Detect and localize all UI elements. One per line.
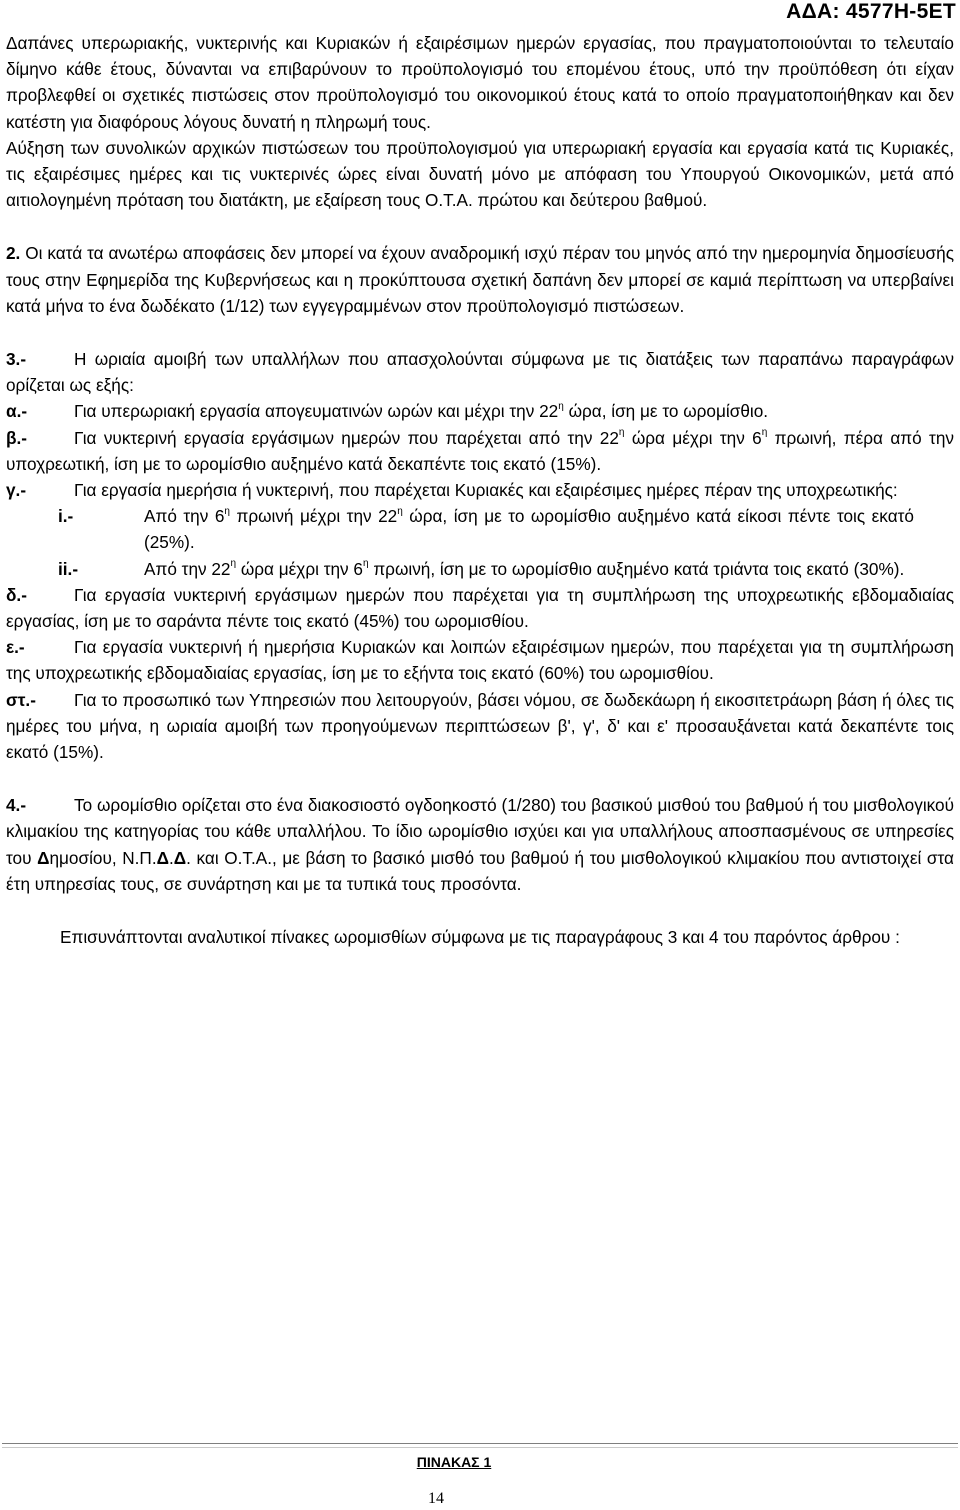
- section-2: [6, 240, 954, 319]
- superscript: η: [618, 426, 625, 438]
- item-beta-text-mid: ώρα μέχρι την 6: [624, 427, 762, 448]
- item-gamma: [6, 477, 954, 503]
- item-alpha-key: α.-: [6, 401, 28, 422]
- item-delta: [6, 582, 954, 634]
- ada-code: ΑΔΑ: 4577Η-5ΕΤ: [786, 0, 956, 23]
- item-gamma-ii: [6, 556, 954, 582]
- section-4-bold-delta-2: Δ: [156, 847, 169, 868]
- item-gamma-i: [6, 503, 954, 555]
- item-gamma-ii-text-mid: ώρα μέχρι την 6: [236, 558, 363, 579]
- intro-paragraph-2: Αύξηση των συνολικών αρχικών πιστώσεων του προϋπολογισμού για υπερωριακή εργασία και εργασία κατά τις Κυριακές, τις εξαιρέσιμες ημέρες και τις νυκτερινές ώρες είναι δυνατή μόνο με απόφαση του Υπουργού Οικονομικών, μετά από αιτιολογημένη πρόταση του διατάκτη, με εξαίρεση τους Ο.Τ.Α. πρώτου και δεύτερου βαθμού.: [6, 137, 954, 211]
- item-epsilon-key: ε.-: [6, 637, 25, 658]
- item-gamma-ii-text-end: πρωινή, ίση με το ωρομίσθιο αυξημένο κατά τριάντα τοις εκατό (30%).: [368, 558, 905, 579]
- item-stigma-text: Για το προσωπικό των Υπηρεσιών που λειτουργούν, βάσει νόμου, σε δωδεκάωρη ή εικοσιτετράωρη βάση ή όλες τις ημέρες του μήνα, η ωριαία αμοιβή των προηγούμενων περιπτώσεων β', γ', δ' και ε' προσαυξάνεται κατά δεκαπέντε τοις εκατό (15%).: [6, 689, 954, 763]
- item-gamma-i-text-mid: πρωινή μέχρι την 22: [229, 506, 398, 527]
- intro-paragraph-1: Δαπάνες υπερωριακής, νυκτερινής και Κυριακών ή εξαιρέσιμων ημερών εργασίας, που πραγματοποιούνται το τελευταίο δίμηνο κάθε έτους, δύνανται να επιβαρύνουν το προϋπολογισμό του επομένου έτους, υπό την προϋπόθεση ότι είχαν προβλεφθεί οι σχετικές πιστώσεις στον προϋπολογισμό του οικονομικού έτους κατά το οποίο πραγματοποιήθηκαν και δεν κατέστη για διαφόρους λόγους δυνατή η πληρωμή τους.: [6, 33, 954, 132]
- section-3-intro-text: Η ωριαία αμοιβή των υπαλλήλων που απασχολούνται σύμφωνα με τις διατάξεις των παραπάνω παραγράφων ορίζεται ως εξής:: [6, 349, 954, 396]
- superscript: η: [761, 426, 768, 438]
- superscript: η: [397, 505, 403, 517]
- item-delta-key: δ.-: [6, 584, 27, 605]
- superscript: η: [362, 557, 369, 569]
- section-3-intro: [6, 346, 954, 398]
- item-gamma-ii-text: Από την 22: [144, 558, 231, 579]
- item-alpha-text-end: ώρα, ίση με το ωρομίσθιο.: [563, 401, 769, 422]
- item-gamma-key: γ.-: [6, 480, 27, 501]
- item-epsilon: [6, 634, 954, 686]
- section-4-text: Το ωρομίσθιο ορίζεται στο ένα διακοσιοστό ογδοηκοστό (1/280) του βασικού μισθού του βαθμού ή του μισθολογικού κλιμακίου της κατηγορίας του κάθε υπαλλήλου. Το ίδιο ωρομίσθιο ισχύει και για υπαλλήλους αποσπασμένους σε υπηρεσίες του: [6, 795, 954, 868]
- item-gamma-text: Για εργασία ημερήσια ή νυκτερινή, που παρέχεται Κυριακές και εξαιρέσιμες ημέρες πέραν της υποχρεωτικής:: [74, 480, 898, 501]
- item-gamma-i-key: i.-: [58, 506, 74, 527]
- section-4-text-2: ημοσίου, Ν.Π.: [49, 847, 157, 868]
- superscript: η: [224, 505, 230, 517]
- section-4-number: 4.-: [6, 795, 27, 816]
- table-title: ΠΙΝΑΚΑΣ 1: [416, 1454, 492, 1470]
- section-2-number: 2.: [6, 243, 21, 264]
- superscript: η: [230, 557, 237, 569]
- closing-paragraph: Επισυνάπτονται αναλυτικοί πίνακες ωρομισθίων σύμφωνα με τις παραγράφους 3 και 4 του παρόντος άρθρου :: [60, 927, 900, 948]
- item-stigma: [6, 687, 954, 766]
- item-beta-text: Για νυκτερινή εργασία εργάσιμων ημερών που παρέχεται από την 22: [74, 427, 619, 448]
- item-alpha: [6, 398, 954, 424]
- item-gamma-ii-key: ii.-: [58, 558, 79, 579]
- page-number: 14: [428, 1490, 444, 1507]
- item-alpha-text: Για υπερωριακή εργασία απογευματινών ωρών και μέχρι την 22: [74, 401, 559, 422]
- section-4-bold-delta-3: Δ: [173, 847, 187, 868]
- section-4-bold-delta: Δ: [37, 847, 50, 868]
- item-gamma-i-text-end: ώρα, ίση με το ωρομίσθιο αυξημένο κατά είκοσι πέντε τοις εκατό (25%).: [144, 506, 914, 553]
- section-4: [6, 792, 954, 897]
- item-gamma-i-text: Από την 6: [144, 506, 225, 527]
- item-beta: [6, 425, 954, 477]
- item-epsilon-text: Για εργασία νυκτερινή ή ημερήσια Κυριακών και λοιπών εξαιρέσιμων ημερών, που παρέχεται για τη συμπλήρωση της υποχρεωτικής εβδομαδιαίας εργασίας, ίση με το εξήντα τοις εκατό (60%) του ωρομισθίου.: [6, 637, 954, 684]
- item-beta-key: β.-: [6, 427, 27, 448]
- section-3-number: 3.-: [6, 349, 27, 370]
- item-beta-text-end: πρωινή, πέρα από την υποχρεωτική, ίση με το ωρομίσθιο αυξημένο κατά δεκαπέντε τοις εκατό (15%).: [6, 427, 954, 474]
- document-body: [6, 30, 954, 950]
- section-2-text: Οι κατά τα ανωτέρω αποφάσεις δεν μπορεί να έχουν αναδρομική ισχύ πέραν του μηνός από την ημερομηνία δημοσίευσής τους στην Εφημερίδα της Κυβερνήσεως και η προκύπτουσα σχετική δαπάνη δεν μπορεί σε καμιά περίπτωση να υπερβαίνει κατά μήνα το ένα δωδέκατο (1/12) των εγγεγραμμένων στον προϋπολογισμό πιστώσεων.: [6, 243, 954, 316]
- superscript: η: [558, 400, 564, 412]
- item-stigma-key: στ.-: [6, 689, 36, 710]
- divider: [2, 1443, 958, 1444]
- item-delta-text: Για εργασία νυκτερινή εργάσιμων ημερών που παρέχεται για τη συμπλήρωση της υποχρεωτικής εβδομαδιαίας εργασίας, ίση με το σαράντα πέντε τοις εκατό (45%) του ωρομισθίου.: [6, 584, 954, 632]
- section-4-text-3: .: [168, 847, 174, 868]
- divider: [2, 1447, 958, 1448]
- section-4-text-4: . και Ο.Τ.Α., με βάση το βασικό μισθό του βαθμού ή του μισθολογικού κλιμακίου που αντιστοιχεί στα έτη υπηρεσίας τους, σε συνάρτηση και με τα τυπικά τους προσόντα.: [6, 847, 954, 894]
